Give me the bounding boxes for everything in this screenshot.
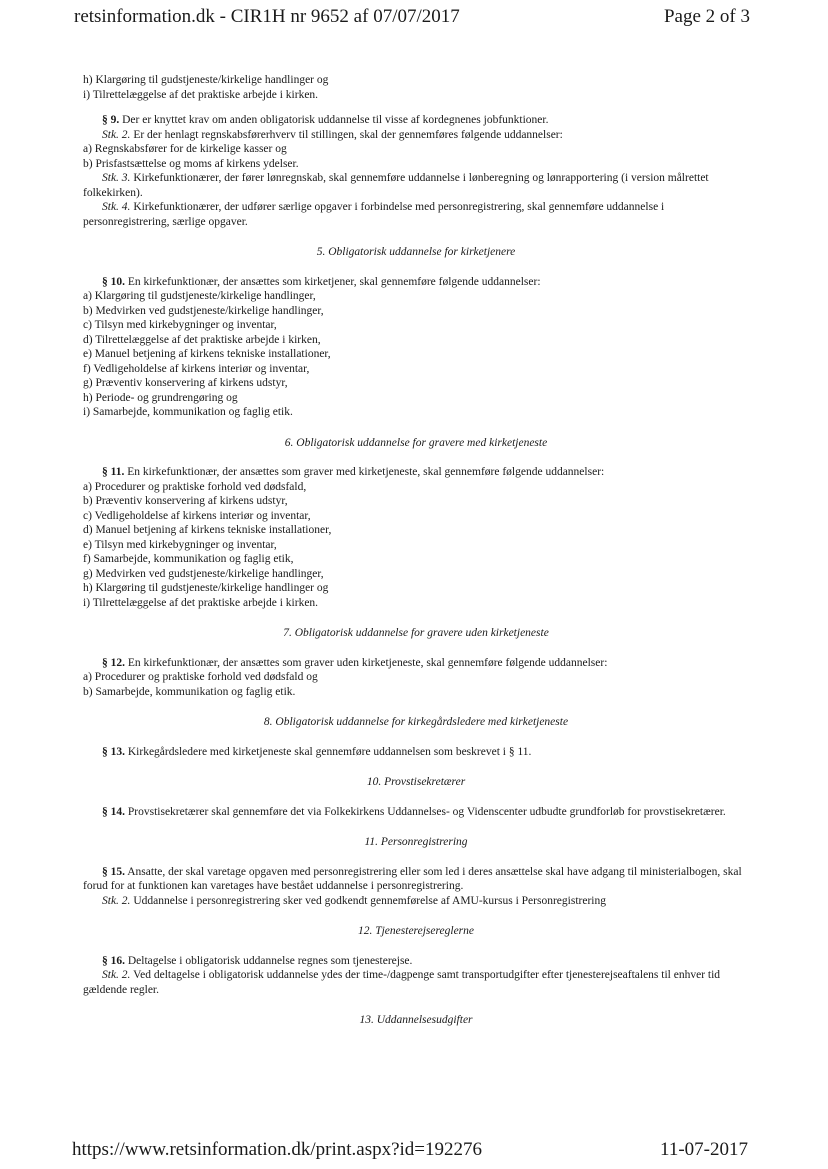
stk-mark: Stk. 2. bbox=[102, 894, 131, 907]
stk-mark: Stk. 2. bbox=[102, 969, 131, 981]
list-item: b) Prisfastsættelse og moms af kirkens ydelser. bbox=[83, 157, 299, 170]
list-item: a) Klargøring til gudstjeneste/kirkelige handlinger, bbox=[83, 290, 316, 302]
stk-mark: Stk. 4. bbox=[102, 201, 131, 213]
list-item: c) Tilsyn med kirkebygninger og inventar, bbox=[83, 319, 277, 331]
paragraph-15: § 15. Ansatte, der skal varetage opgaven med personregistrering eller som led i deres ansættelse skal have adgang til ministerialbogen, skal forud for at funktionen kan varetages have bestået uddannelse i personregistrering. bbox=[83, 865, 742, 892]
section-heading-11: 11. Personregistrering bbox=[364, 836, 468, 848]
document-body bbox=[83, 73, 749, 1043]
section-heading-8: 8. Obligatorisk uddannelse for kirkegårdsledere med kirketjeneste bbox=[263, 716, 569, 728]
section-mark: § 13. bbox=[102, 745, 125, 758]
footer-date: 11-07-2017 bbox=[660, 1139, 748, 1160]
page-number: Page 2 of 3 bbox=[663, 6, 750, 27]
list-item: i) Samarbejde, kommunikation og faglig etik. bbox=[83, 406, 293, 418]
section-mark: § 15. bbox=[102, 865, 125, 878]
section-mark: § 10. bbox=[102, 275, 125, 288]
list-item: i) Tilrettelæggelse af det praktiske arbejde i kirken. bbox=[83, 88, 319, 101]
paragraph-16: § 16. Deltagelse i obligatorisk uddannelse regnes som tjenesterejse. bbox=[102, 954, 413, 967]
stk-2: Stk. 2. Ved deltagelse i obligatorisk uddannelse ydes der time-/dagpenge samt transportudgifter efter tjenesterejseaftalens til enhver tid gældende regler. bbox=[83, 969, 721, 996]
section-mark: § 12. bbox=[102, 656, 125, 669]
stk-mark: Stk. 3. bbox=[102, 172, 131, 184]
list-item: a) Procedurer og praktiske forhold ved dødsfald og bbox=[83, 671, 318, 683]
list-item: e) Tilsyn med kirkebygninger og inventar, bbox=[83, 538, 277, 551]
section-heading-5: 5. Obligatorisk uddannelse for kirketjenere bbox=[316, 246, 516, 258]
stk-2: Stk. 2. Er der henlagt regnskabsførerhverv til stillingen, skal der gennemføres følgende uddannelser: bbox=[102, 128, 563, 141]
stk-2: Stk. 2. Uddannelse i personregistrering sker ved godkendt gennemførelse af AMU-kursus i Personregistrering bbox=[102, 894, 606, 907]
list-item: b) Samarbejde, kommunikation og faglig etik. bbox=[83, 685, 296, 698]
list-item: f) Samarbejde, kommunikation og faglig etik, bbox=[83, 553, 294, 565]
footer-url[interactable]: https://www.retsinformation.dk/print.aspx?id=192276 bbox=[72, 1139, 483, 1160]
list-item: f) Vedligeholdelse af kirkens interiør og inventar, bbox=[83, 362, 310, 375]
list-item: e) Manuel betjening af kirkens tekniske installationer, bbox=[83, 348, 331, 360]
page-header bbox=[74, 6, 750, 34]
list-item: b) Medvirken ved gudstjeneste/kirkelige handlinger, bbox=[83, 304, 324, 317]
section-heading-12: 12. Tjenesterejsereglerne bbox=[357, 925, 475, 937]
paragraph-10: § 10. En kirkefunktionær, der ansættes som kirketjener, skal gennemføre følgende uddannelser: bbox=[102, 275, 541, 288]
list-item: d) Tilrettelæggelse af det praktiske arbejde i kirken, bbox=[83, 333, 321, 346]
stk-4: Stk. 4. Kirkefunktionærer, der udfører særlige opgaver i forbindelse med personregistrering, skal gennemføre uddannelse i personregistrering, særlige opgaver. bbox=[83, 201, 665, 228]
page-footer bbox=[72, 1133, 748, 1161]
paragraph-9: § 9. Der er knyttet krav om anden obligatorisk uddannelse til visse af kordegnenes jobfunktioner. bbox=[102, 114, 549, 126]
list-item: h) Klargøring til gudstjeneste/kirkelige handlinger og bbox=[83, 582, 329, 594]
section-heading-13: 13. Uddannelsesudgifter bbox=[359, 1014, 473, 1026]
section-heading-6: 6. Obligatorisk uddannelse for gravere med kirketjeneste bbox=[284, 436, 548, 449]
list-item: g) Præventiv konservering af kirkens udstyr, bbox=[83, 377, 288, 389]
paragraph-11: § 11. En kirkefunktionær, der ansættes som graver med kirketjeneste, skal gennemføre følgende uddannelser: bbox=[102, 466, 605, 478]
list-item: b) Præventiv konservering af kirkens udstyr, bbox=[83, 495, 288, 507]
list-item: a) Procedurer og praktiske forhold ved dødsfald, bbox=[83, 480, 307, 493]
list-item: a) Regnskabsfører for de kirkelige kasser og bbox=[83, 143, 287, 155]
list-item: d) Manuel betjening af kirkens tekniske installationer, bbox=[83, 524, 332, 536]
list-item: i) Tilrettelæggelse af det praktiske arbejde i kirken. bbox=[83, 596, 319, 609]
list-item: h) Klargøring til gudstjeneste/kirkelige handlinger og bbox=[83, 74, 329, 86]
paragraph-12: § 12. En kirkefunktionær, der ansættes som graver uden kirketjeneste, skal gennemføre følgende uddannelser: bbox=[102, 656, 608, 669]
paragraph-13: § 13. Kirkegårdsledere med kirketjeneste skal gennemføre uddannelsen som beskrevet i § 11. bbox=[102, 745, 532, 758]
list-item: g) Medvirken ved gudstjeneste/kirkelige handlinger, bbox=[83, 567, 324, 580]
section-mark: § 16. bbox=[102, 954, 125, 967]
stk-mark: Stk. 2. bbox=[102, 128, 131, 141]
header-title: retsinformation.dk - CIR1H nr 9652 af 07/07/2017 bbox=[74, 6, 460, 27]
section-mark: § 14. bbox=[102, 805, 125, 818]
list-item: c) Vedligeholdelse af kirkens interiør og inventar, bbox=[83, 509, 311, 522]
section-heading-10: 10. Provstisekretærer bbox=[366, 776, 466, 788]
section-mark: § 11. bbox=[102, 466, 125, 478]
paragraph-14: § 14. Provstisekretærer skal gennemføre det via Folkekirkens Uddannelses- og Videnscenter udbudte grundforløb for provstisekretærer. bbox=[102, 805, 726, 818]
section-mark: § 9. bbox=[102, 114, 120, 126]
stk-3: Stk. 3. Kirkefunktionærer, der fører lønregnskab, skal gennemføre uddannelse i lønberegning og lønrapportering (i version målrettet folkekirken). bbox=[83, 172, 709, 199]
section-heading-7: 7. Obligatorisk uddannelse for gravere uden kirketjeneste bbox=[283, 627, 549, 639]
list-item: h) Periode- og grundrengøring og bbox=[83, 391, 238, 404]
